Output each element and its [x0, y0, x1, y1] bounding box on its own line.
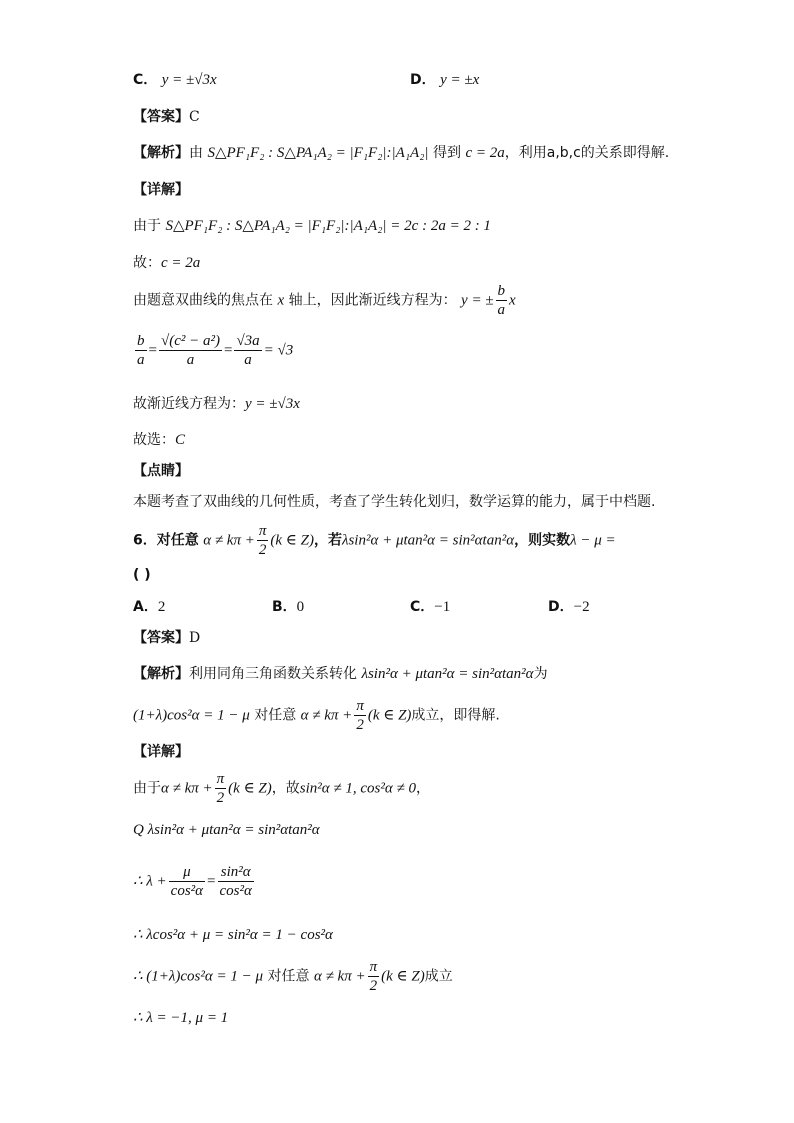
frac-denominator: a — [497, 302, 506, 318]
q6-analysis-2 — [133, 697, 500, 734]
analysis-post: 为 — [533, 666, 548, 682]
detail-2-expr: c = 2a — [161, 255, 201, 271]
frac-numerator: π — [258, 523, 267, 539]
detail-tag: 【详解】 — [133, 744, 189, 760]
option-c-label: C． — [133, 72, 158, 88]
q5-detail-6 — [133, 430, 185, 450]
frac-denominator: 2 — [369, 978, 378, 994]
q5-detail-5 — [133, 394, 300, 414]
option-a-label: A． — [133, 599, 158, 615]
frac-denominator: 2 — [356, 717, 364, 733]
q5-detail-4: $\frac{b}{a}$ = $\frac{\text{√(c² − a²)}}{a}$ = $\frac{√3a}{a}$ = √3 — [137, 333, 294, 368]
option-d-label: D． — [548, 599, 574, 615]
detail-6-expr: ∴ λ = −1, μ = 1 — [133, 1010, 229, 1026]
q5-answer — [133, 107, 200, 127]
detail-5-expr2: α ≠ kπ + — [313, 968, 366, 985]
detail-3-mid: 轴上，因此渐近线方程为： — [288, 292, 457, 309]
answer-value: D — [189, 630, 201, 646]
frac-denominator: a — [137, 352, 145, 368]
frac-numerator: sin²α — [218, 863, 254, 882]
q5-analysis — [133, 143, 669, 163]
detail-4-frac1 — [135, 332, 147, 369]
frac-numerator: π — [369, 959, 378, 975]
detail-1-expr3: sin²α ≠ 1, cos²α ≠ 0 — [299, 780, 416, 797]
detail-1-expr: S△PF₁F₂ : S△PA₁A₂ = |F₁F₂|:|A₁A₂| = 2c : 2a = 2 : 1 — [165, 218, 491, 234]
analysis-pre: 由 — [189, 145, 203, 161]
q5-comment — [133, 492, 655, 512]
frac-denominator: a — [244, 352, 252, 368]
option-d-expr: y = ±x — [440, 72, 480, 88]
frac-denominator: 2 — [216, 790, 225, 806]
detail-4-expr: ∴ λcos²α + μ = sin²α = 1 − cos²α — [133, 927, 333, 943]
q6-option-d — [548, 597, 590, 617]
analysis-tag: 【解析】 — [133, 145, 189, 161]
detail-3-eq: = — [207, 873, 216, 890]
q6-stem-expr1: α ≠ kπ + — [203, 532, 255, 549]
q5-comment-tag — [133, 461, 189, 481]
q5-detail-2 — [133, 253, 200, 273]
answer-tag: 【答案】 — [133, 109, 189, 125]
frac-numerator: π — [216, 771, 225, 787]
detail-3-frac1 — [169, 863, 205, 900]
analysis-expr: S△PF₁F₂ : S△PA₁A₂ = |F₁F₂|:|A₁A₂| — [207, 145, 429, 161]
analysis-post: ，利用a,b,c的关系即得解. — [504, 145, 670, 161]
analysis-expr2: c = 2a — [465, 145, 505, 161]
detail-1-expr: α ≠ kπ + — [161, 780, 213, 797]
q6-stem-expr4: λ − μ = — [570, 532, 616, 549]
q6-stem-fraction — [257, 522, 269, 559]
detail-3-expr-post: x — [509, 292, 516, 309]
detail-2-pre: 故： — [133, 255, 161, 271]
q6-blank — [133, 565, 151, 585]
detail-5-fraction — [368, 958, 380, 995]
analysis2-fraction — [354, 697, 366, 734]
q6-stem-expr3: λsin²α + μtan²α = sin²αtan²α — [341, 532, 515, 549]
detail-1-pre: 由于 — [133, 780, 161, 797]
detail-2-expr: Q λsin²α + μtan²α = sin²αtan²α — [133, 822, 320, 838]
frac-numerator: √(c² − a²) — [160, 333, 220, 349]
answer-tag: 【答案】 — [133, 630, 189, 646]
q6-detail-2 — [133, 820, 320, 840]
analysis-pre: 利用同角三角函数关系转化 — [189, 666, 357, 682]
detail-1-fraction — [215, 770, 227, 807]
q6-detail-1 — [133, 770, 430, 807]
detail-3-frac2 — [218, 863, 254, 900]
frac-numerator: b — [137, 333, 145, 349]
analysis-tag: 【解析】 — [133, 666, 189, 682]
q5-detail-3 — [133, 282, 516, 319]
comment-text: 本题考查了双曲线的几何性质，考查了学生转化划归，数学运算的能力，属于中档题. — [133, 494, 656, 510]
detail-3-pre: ∴ λ + — [133, 873, 167, 890]
option-b-label: B． — [272, 599, 297, 615]
detail-3-fraction — [496, 282, 508, 319]
detail-3-expr-pre: y = ± — [461, 292, 494, 309]
q6-stem-mid: ，若 — [313, 532, 342, 549]
q6-option-b — [272, 597, 304, 617]
q6-detail-4 — [133, 925, 333, 945]
detail-5-mid: 对任意 — [267, 968, 310, 985]
q6-option-c — [410, 597, 450, 617]
frac-denominator: 2 — [258, 542, 267, 558]
frac-denominator: a — [186, 352, 195, 368]
detail-tag: 【详解】 — [133, 182, 189, 198]
detail-5-expr3: (k ∈ Z) — [381, 968, 425, 985]
frac-numerator: π — [356, 698, 364, 714]
analysis2-mid: 对任意 — [254, 707, 297, 724]
analysis2-expr2: α ≠ kπ + — [300, 707, 353, 724]
frac-numerator: b — [497, 283, 506, 299]
detail-6-pre: 故选： — [133, 432, 175, 448]
frac-numerator: μ — [169, 863, 205, 882]
comment-tag: 【点睛】 — [133, 463, 189, 479]
detail-1-expr2: (k ∈ Z) — [228, 780, 272, 797]
option-a-value: 2 — [157, 599, 166, 615]
detail-1-mid: ，故 — [271, 780, 300, 797]
analysis-mid: 得到 — [433, 145, 461, 161]
detail-3-x: x — [277, 292, 285, 309]
option-c-value: −1 — [434, 599, 451, 615]
answer-value: C — [189, 109, 200, 125]
q6-option-a — [133, 597, 165, 617]
q6-detail-5 — [133, 958, 453, 995]
analysis2-expr: (1+λ)cos²α = 1 − μ — [133, 707, 250, 724]
detail-4-frac2 — [159, 332, 222, 369]
q6-detail-tag — [133, 742, 189, 762]
option-c-expr: y = ±√3x — [161, 72, 217, 88]
detail-1-post: ， — [415, 780, 430, 797]
q5-detail-tag — [133, 180, 189, 200]
option-d-value: −2 — [573, 599, 590, 615]
detail-3-pre: 由题意双曲线的焦点在 — [133, 292, 273, 309]
detail-5-post: 成立 — [424, 968, 453, 985]
option-d-label: D． — [410, 72, 436, 88]
detail-5-expr: y = ±√3x — [245, 396, 300, 412]
q6-detail-3 — [133, 863, 256, 900]
q6-stem — [133, 522, 616, 559]
detail-5-pre: 故渐近线方程为： — [133, 396, 245, 412]
q6-stem-post: ，则实数 — [514, 532, 571, 549]
q6-analysis — [133, 664, 548, 684]
option-b-value: 0 — [296, 599, 305, 615]
q5-option-d — [410, 70, 479, 90]
frac-denominator: cos²α — [219, 883, 252, 899]
q6-detail-6 — [133, 1008, 228, 1028]
analysis2-expr3: (k ∈ Z) — [367, 707, 412, 724]
q5-detail-1 — [133, 216, 491, 236]
q5-option-c — [133, 70, 217, 90]
frac-numerator: √3a — [236, 333, 260, 349]
frac-denominator: cos²α — [170, 883, 204, 899]
detail-1-pre: 由于 — [133, 218, 161, 234]
detail-4-tail: = √3 — [263, 342, 294, 359]
detail-4-frac3 — [234, 332, 261, 369]
q6-answer — [133, 628, 200, 648]
detail-5-expr: ∴ (1+λ)cos²α = 1 − μ — [133, 968, 264, 985]
q6-stem-expr2: (k ∈ Z) — [270, 532, 314, 549]
analysis2-post: 成立，即得解. — [411, 707, 500, 724]
option-c-label: C． — [410, 599, 435, 615]
analysis-expr: λsin²α + μtan²α = sin²αtan²α — [361, 666, 534, 682]
q6-stem-pre: 6．对任意 — [133, 532, 199, 549]
detail-6-expr: C — [175, 432, 186, 448]
q6-blank: ( ) — [133, 567, 151, 583]
